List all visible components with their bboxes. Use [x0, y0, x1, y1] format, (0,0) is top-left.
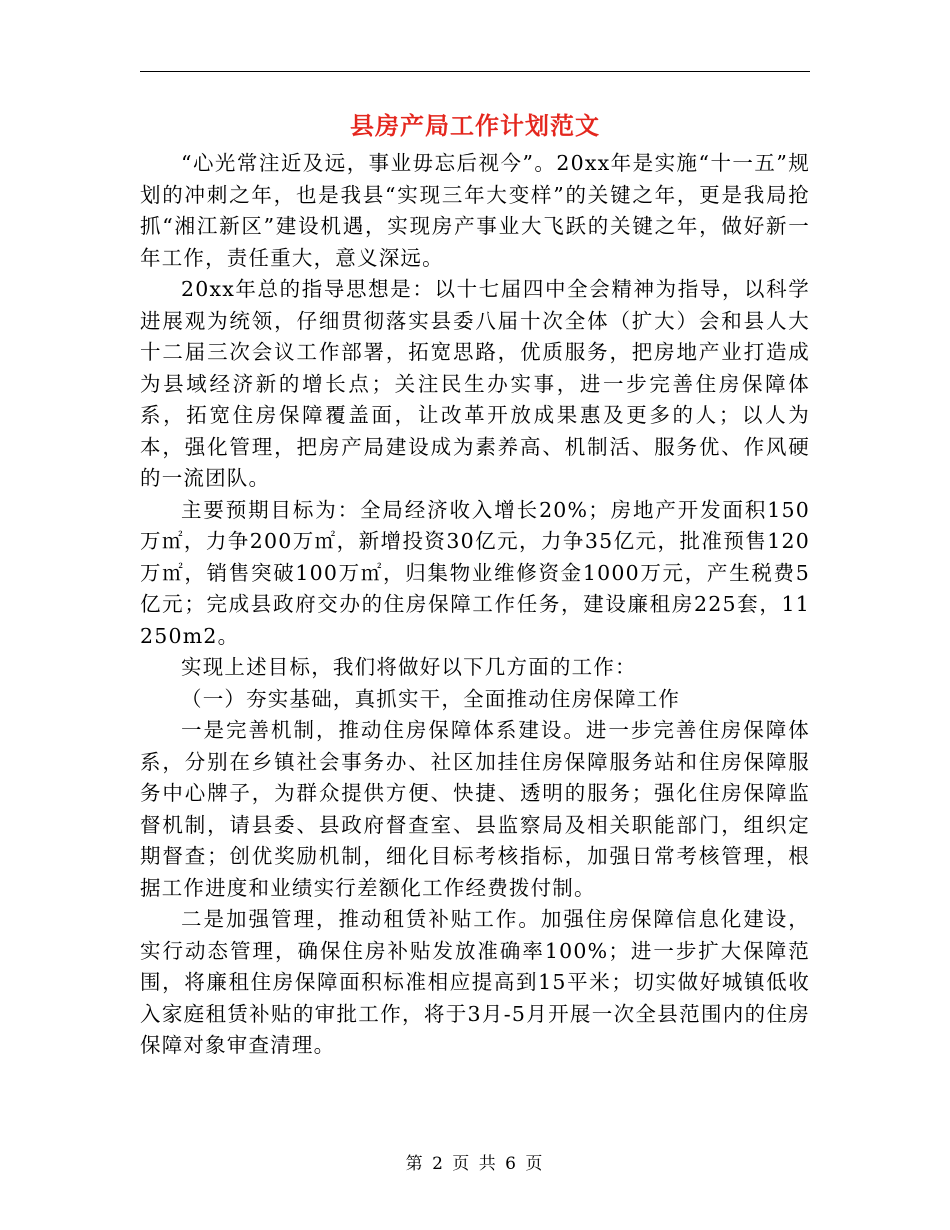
- paragraph-intro: “心光常注近及远，事业毋忘后视今”。20xx年是实施“十一五”规划的冲刺之年，也是我县“实现三年大变样”的关键之年，更是我局抢抓“湘江新区”建设机遇，实现房产事业大飞跃的关键之年，做好新一年工作，责任重大，意义深远。: [140, 151, 810, 270]
- paragraph-targets: 主要预期目标为：全局经济收入增长20%；房地产开发面积150万㎡，力争200万㎡，新增投资30亿元，力争35亿元，批准预售120万㎡，销售突破100万㎡，归集物业维修资金1000万元，产生税费5亿元；完成县政府交办的住房保障工作任务，建设廉租房225套，11250m2。: [140, 497, 810, 648]
- section-heading: （一）夯实基础，真抓实干，全面推动住房保障工作: [181, 686, 681, 711]
- paragraph-work-intro: 实现上述目标，我们将做好以下几方面的工作：: [181, 655, 637, 679]
- paragraph-guiding-thought: 20xx年总的指导思想是：以十七届四中全会精神为指导，以科学进展观为统领，仔细贯彻落实县委八届十次全体（扩大）会和县人大十二届三次会议工作部署，拓宽思路，优质服务，把房地产业打造成为县域经济新的增长点；关注民生办实事，进一步完善住房保障体系，拓宽住房保障覆盖面，让改革开放成果惠及更多的人；以人为本，强化管理，把房产局建设成为素养高、机制活、服务优、作风硬的一流团队。: [140, 277, 810, 490]
- header-rule: [140, 71, 810, 72]
- paragraph-item-one: 一是完善机制，推动住房保障体系建设。进一步完善住房保障体系，分别在乡镇社会事务办、社区加挂住房保障服务站和住房保障服务中心牌子，为群众提供方便、快捷、透明的服务；强化住房保障监督机制，请县委、县政府督查室、县监察局及相关职能部门，组织定期督查；创优奖励机制，细化目标考核指标，加强日常考核管理，根据工作进度和业绩实行差额化工作经费拨付制。: [140, 718, 810, 900]
- document-body: [140, 148, 810, 1062]
- page-number: 第 2 页 共 6 页: [405, 1154, 545, 1174]
- document-title: 县房产局工作计划范文: [350, 111, 600, 140]
- paragraph-item-two: 二是加强管理，推动租赁补贴工作。加强住房保障信息化建设，实行动态管理，确保住房补贴发放准确率100%；进一步扩大保障范围，将廉租住房保障面积标准相应提高到15平米；切实做好城镇低收入家庭租赁补贴的审批工作，将于3月-5月开展一次全县范围内的住房保障对象审查清理。: [140, 907, 810, 1057]
